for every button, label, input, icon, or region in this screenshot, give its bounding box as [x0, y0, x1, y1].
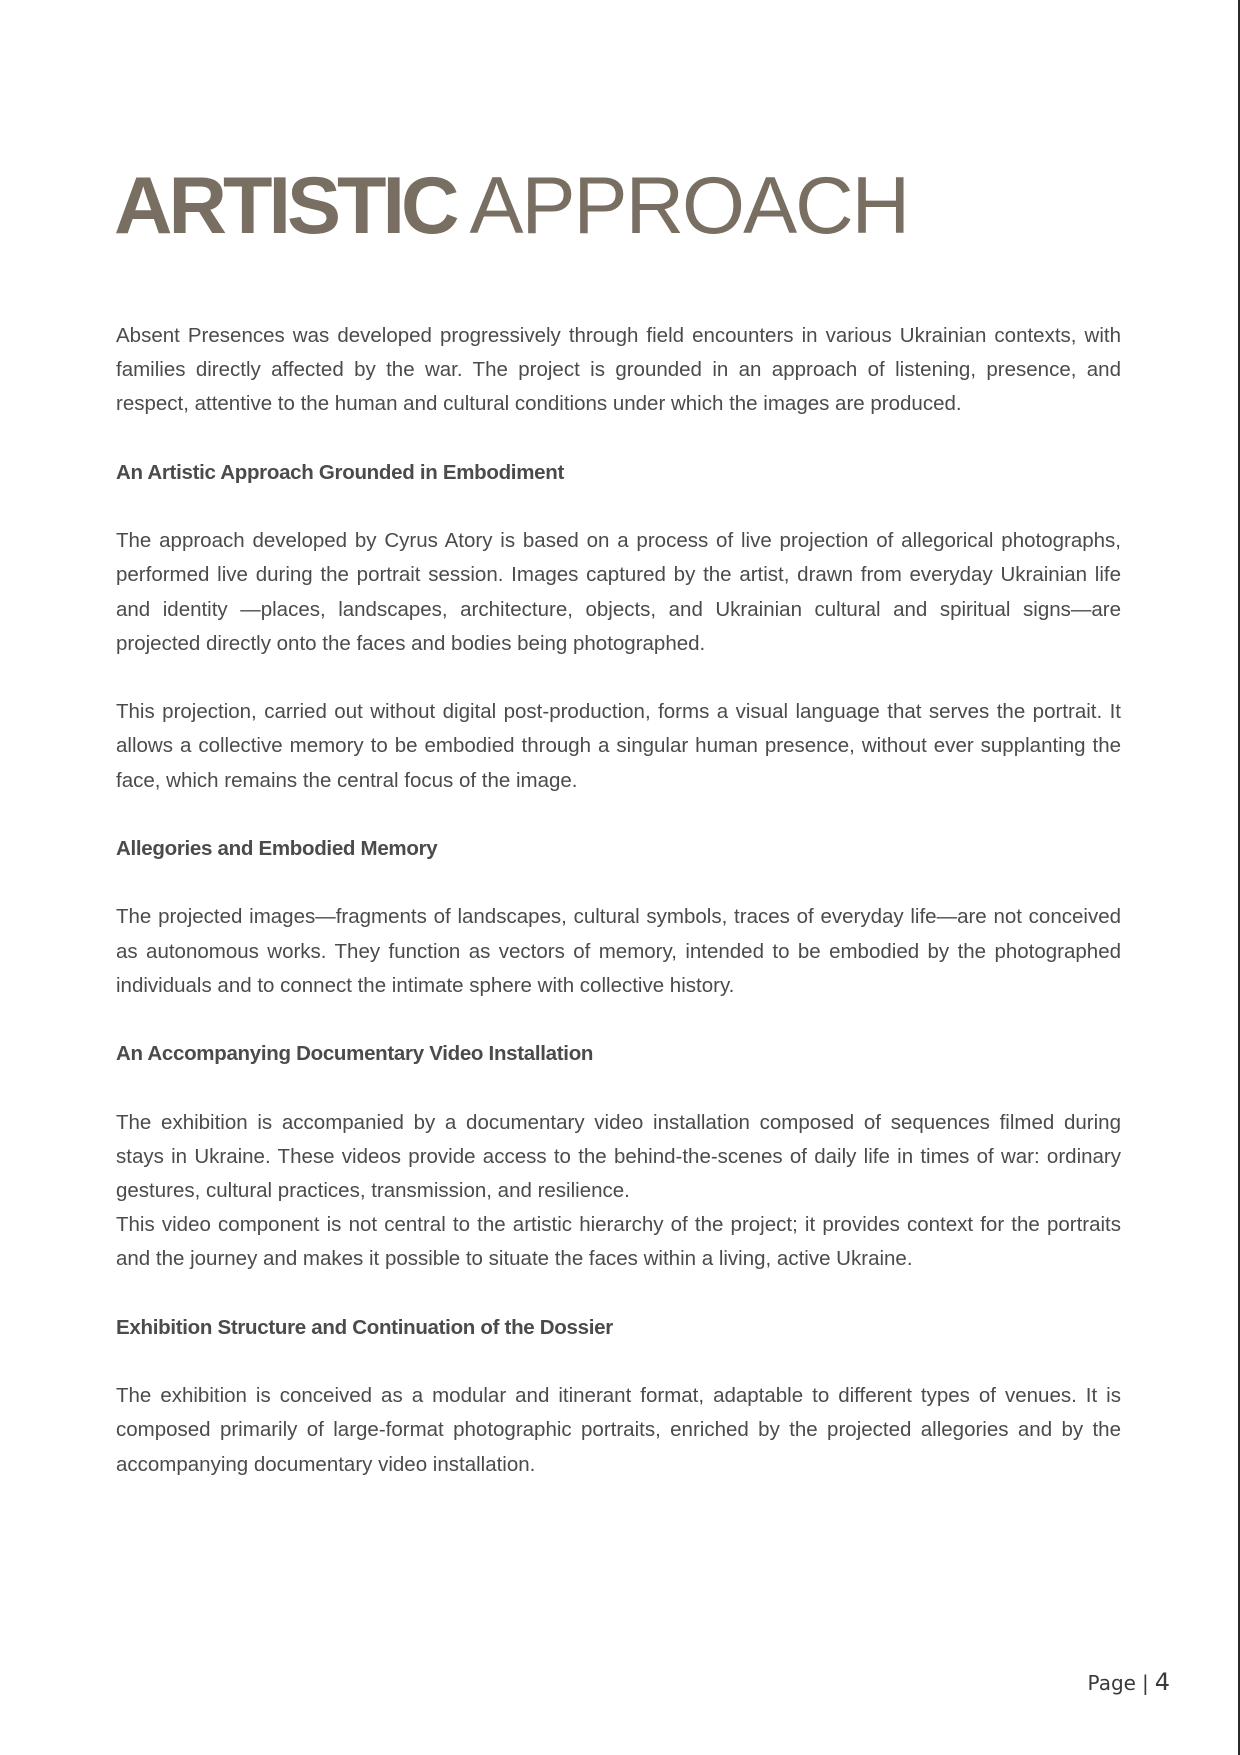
section-heading-video-installation: An Accompanying Documentary Video Installation	[116, 1042, 594, 1066]
page-separator: |	[1141, 1671, 1149, 1695]
section-paragraph: The exhibition is accompanied by a documentary video installation composed of sequences filmed during stays in Ukraine. These videos provide access to the behind-the-scenes of daily life in times of war: ordinary gestures, cultural practices, transmission, and resilience.	[116, 1110, 1121, 1202]
section-paragraph: The approach developed by Cyrus Atory is based on a process of live projection of allegorical photographs, performed live during the portrait session. Images captured by the artist, drawn from everyday Ukrainian life and identity —places, landscapes, architecture, objects, and Ukrainian cultural and spiritual signs—are projected directly onto the faces and bodies being photographed.	[116, 529, 1121, 655]
page-number: 4	[1154, 1668, 1170, 1696]
section-heading-embodiment: An Artistic Approach Grounded in Embodiment	[116, 460, 564, 484]
page-title-bold: ARTISTIC	[114, 161, 456, 251]
page-title	[114, 158, 908, 254]
section-paragraph: The projected images—fragments of landscapes, cultural symbols, traces of everyday life—are not conceived as autonomous works. They function as vectors of memory, intended to be embodied by the photographed individuals and to connect the intimate sphere with collective history.	[116, 905, 1121, 997]
section-heading-exhibition-structure: Exhibition Structure and Continuation of the Dossier	[116, 1315, 613, 1339]
section-paragraph: This projection, carried out without digital post-production, forms a visual language that serves the portrait. It allows a collective memory to be embodied through a singular human presence, without ever supplanting the face, which remains the central focus of the image.	[116, 700, 1121, 792]
page-number-footer	[1088, 1668, 1170, 1696]
page-title-light: APPROACH	[469, 161, 909, 251]
intro-paragraph: Absent Presences was developed progressively through field encounters in various Ukrainian contexts, with families directly affected by the war. The project is grounded in an approach of listening, presence, and respect, attentive to the human and cultural conditions under which the images are produced.	[116, 324, 1121, 416]
page-label: Page	[1087, 1671, 1136, 1695]
section-paragraph: This video component is not central to the artistic hierarchy of the project; it provides context for the portraits and the journey and makes it possible to situate the faces within a living, active Ukraine.	[116, 1213, 1121, 1271]
section-paragraph: The exhibition is conceived as a modular and itinerant format, adaptable to different types of venues. It is composed primarily of large-format photographic portraits, enriched by the projected allegories and by the accompanying documentary video installation.	[116, 1384, 1121, 1476]
section-heading-allegories: Allegories and Embodied Memory	[116, 836, 438, 860]
page-content	[116, 319, 1121, 1516]
